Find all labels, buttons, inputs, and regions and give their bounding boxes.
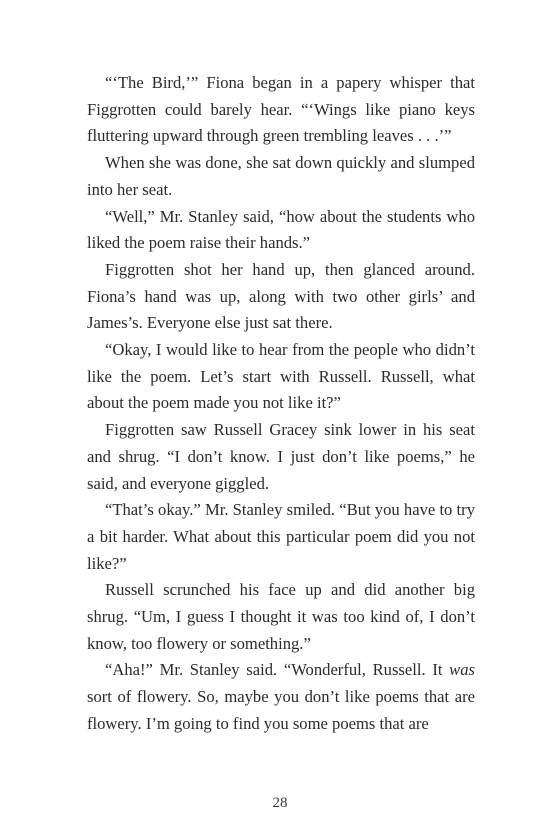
paragraph-3: “Well,” Mr. Stanley said, “how about the students who liked the poem raise their hands.”	[87, 206, 475, 253]
paragraph-9-text-end: sort of flowery. So, maybe you don’t like poems that are flowery. I’m going to find you some poems that are	[87, 687, 475, 733]
paragraph-5: “Okay, I would like to hear from the people who didn’t like the poem. Let’s start with Russell. Russell, what about the poem made you not like it?”	[87, 340, 475, 413]
paragraph-1: “‘The Bird,’” Fiona began in a papery whisper that Figgrotten could barely hear. “‘Wings like piano keys fluttering upward through green trembling leaves . . .’”	[87, 73, 475, 146]
page-body	[87, 70, 475, 738]
paragraph-8: Russell scrunched his face up and did another big shrug. “Um, I guess I thought it was too kind of, I don’t know, too flowery or something.”	[87, 580, 475, 653]
paragraph-9	[87, 657, 475, 737]
paragraph-7: “That’s okay.” Mr. Stanley smiled. “But you have to try a bit harder. What about this particular poem did you not like?”	[87, 500, 475, 573]
paragraph-2: When she was done, she sat down quickly and slumped into her seat.	[87, 153, 475, 199]
paragraph-4: Figgrotten shot her hand up, then glanced around. Fiona’s hand was up, along with two other girls’ and James’s. Everyone else just sat there.	[87, 259, 475, 333]
paragraph-6: Figgrotten saw Russell Gracey sink lower in his seat and shrug. “I don’t know. I just don’t like poems,” he said, and everyone giggled.	[87, 420, 475, 493]
emphasized-word: was	[449, 660, 475, 680]
paragraph-9-text-start: “Aha!” Mr. Stanley said. “Wonderful, Russell. It	[105, 660, 450, 680]
page-number: 28	[272, 795, 288, 811]
